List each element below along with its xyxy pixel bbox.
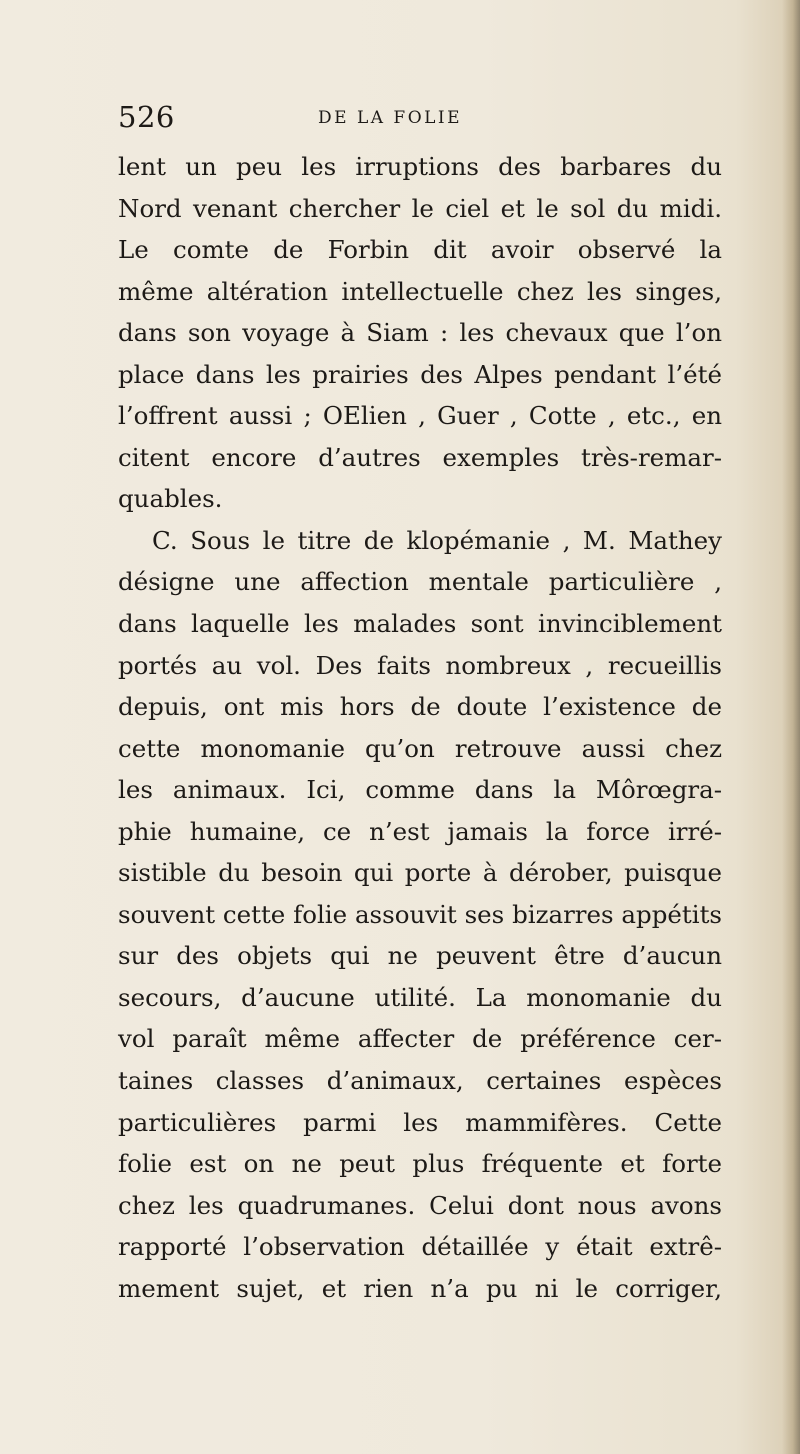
text-line: Nord venant chercher le ciel et le sol du midi.	[118, 193, 722, 223]
text-line: portés au vol. Des faits nombreux , recueillis	[118, 650, 722, 680]
text-line: folie est on ne peut plus fréquente et forte	[118, 1149, 722, 1179]
text-line: dans son voyage à Siam : les chevaux que l’on	[118, 318, 722, 348]
text-line: mement sujet, et rien n’a pu ni le corriger,	[118, 1273, 722, 1303]
text-line: phie humaine, ce n’est jamais la force irré-	[118, 816, 722, 846]
running-title: DE LA FOLIE	[318, 108, 463, 128]
text-line: secours, d’aucune utilité. La monomanie du	[118, 982, 722, 1012]
text-line: cette monomanie qu’on retrouve aussi chez	[118, 733, 722, 763]
text-line: dans laquelle les malades sont invinciblement	[118, 609, 722, 639]
text-line: souvent cette folie assouvit ses bizarres appétits	[118, 899, 722, 929]
text-line: sistible du besoin qui porte à dérober, puisque	[118, 858, 722, 888]
text-line: vol paraît même affecter de préférence cer-	[118, 1024, 722, 1054]
text-line: quables.	[118, 484, 223, 514]
text-line: taines classes d’animaux, certaines espèces	[118, 1066, 722, 1096]
text-line: sur des objets qui ne peuvent être d’aucun	[118, 941, 722, 971]
text-line: lent un peu les irruptions des barbares du	[118, 152, 722, 181]
text-line: les animaux. Ici, comme dans la Môrœgra-	[118, 775, 722, 805]
text-line: depuis, ont mis hors de doute l’existence de	[118, 692, 722, 722]
text-line: citent encore d’autres exemples très-remar-	[118, 442, 722, 472]
text-line: l’offrent aussi ; OElien , Guer , Cotte , etc., en	[118, 401, 722, 431]
text-line: rapporté l’observation détaillée y était extrê-	[118, 1232, 722, 1262]
paragraph-start-line: C. Sous le titre de klopémanie , M. Mathey	[152, 525, 722, 555]
page-edge-shadow	[782, 0, 800, 1454]
text-line: chez les quadrumanes. Celui dont nous avons	[118, 1190, 722, 1220]
text-line: place dans les prairies des Alpes pendant l’été	[118, 359, 722, 389]
text-line: particulières parmi les mammifères. Cette	[118, 1107, 722, 1137]
page-number: 526	[118, 100, 175, 134]
body-text	[118, 146, 722, 1309]
page-header	[118, 100, 718, 140]
text-line: même altération intellectuelle chez les singes,	[118, 276, 722, 306]
text-line: désigne une affection mentale particulière ,	[118, 567, 722, 597]
text-line: Le comte de Forbin dit avoir observé la	[118, 235, 722, 265]
